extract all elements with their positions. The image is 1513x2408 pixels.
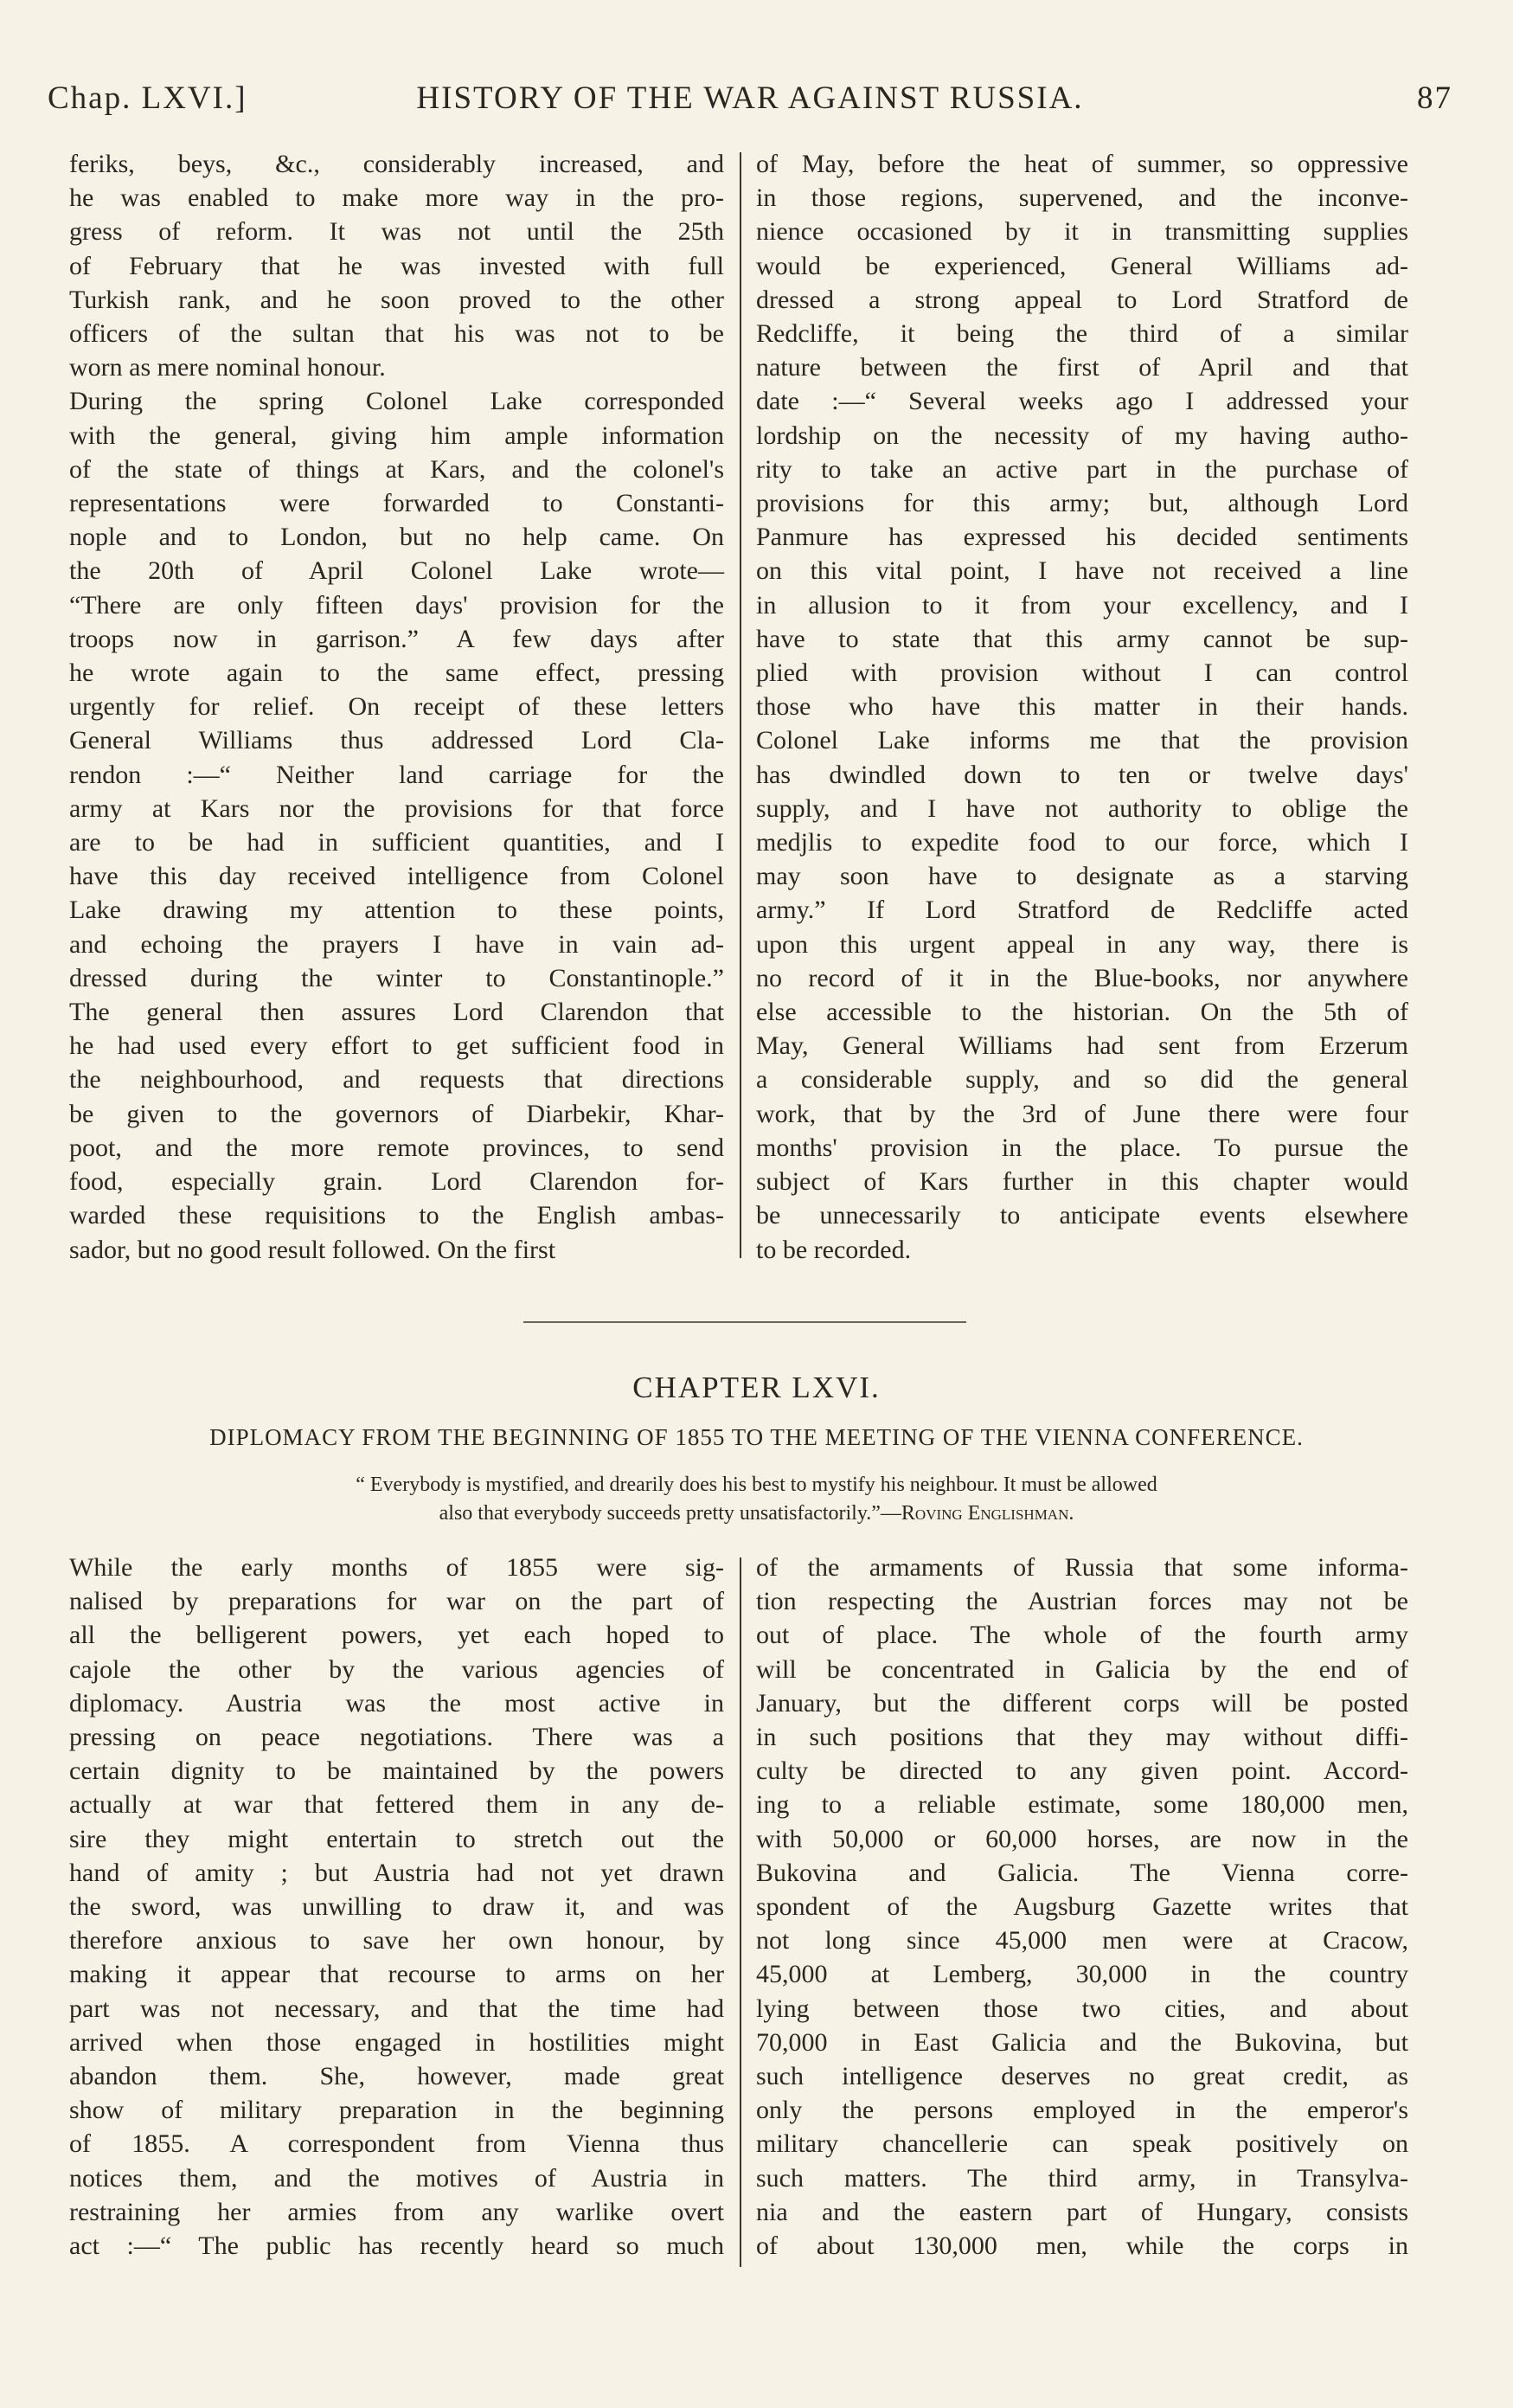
text-line: arrived when those engaged in hostilities might bbox=[69, 2027, 724, 2057]
text-line: spondent of the Augsburg Gazette writes that bbox=[756, 1892, 1408, 1922]
text-line: will be concentrated in Galicia by the end of bbox=[756, 1654, 1408, 1684]
text-line: only the persons employed in the emperor's bbox=[756, 2096, 1408, 2125]
text-line: While the early months of 1855 were sig- bbox=[69, 1553, 724, 1582]
text-line: diplomacy. Austria was the most active in bbox=[69, 1688, 724, 1718]
text-line: the 20th of April Colonel Lake wrote— bbox=[69, 556, 724, 586]
text-line: the sword, was unwilling to draw it, and was bbox=[69, 1892, 724, 1922]
text-line: work, that by the 3rd of June there were four bbox=[756, 1099, 1408, 1128]
text-line: nature between the first of April and that bbox=[756, 353, 1408, 382]
text-line: of February that he was invested with full bbox=[69, 251, 724, 280]
text-line: urgently for relief. On receipt of these letters bbox=[69, 692, 724, 722]
epigraph-source: Roving Englishman. bbox=[901, 1502, 1074, 1525]
text-line: Panmure has expressed his decided sentiments bbox=[756, 523, 1408, 552]
text-line: May, General Williams had sent from Erzerum bbox=[756, 1031, 1408, 1061]
text-line: nalised by preparations for war on the part of bbox=[69, 1587, 724, 1616]
text-line: certain dignity to be maintained by the powers bbox=[69, 1756, 724, 1786]
text-line: months' provision in the place. To pursue the bbox=[756, 1133, 1408, 1162]
upper-right-column bbox=[756, 147, 1408, 1267]
text-line: he had used every effort to get sufficient food in bbox=[69, 1031, 724, 1061]
text-line: Lake drawing my attention to these points, bbox=[69, 896, 724, 925]
text-line: be given to the governors of Diarbekir, Khar- bbox=[69, 1099, 724, 1128]
text-line: those who have this matter in their hands. bbox=[756, 692, 1408, 722]
text-line: in such positions that they may without diffi- bbox=[756, 1723, 1408, 1752]
epigraph bbox=[0, 1471, 1513, 1528]
text-line: 45,000 at Lemberg, 30,000 in the country bbox=[756, 1960, 1408, 1989]
running-header bbox=[48, 80, 1452, 121]
lower-left-column bbox=[69, 1551, 724, 2263]
text-line: warded these requisitions to the English ambas- bbox=[69, 1201, 724, 1230]
text-line: to be recorded. bbox=[756, 1235, 912, 1264]
text-line: of 1855. A correspondent from Vienna thus bbox=[69, 2129, 724, 2159]
epigraph-line: also that everybody succeeds pretty unsatisfactorily.”—Roving Englishman. bbox=[439, 1502, 1074, 1525]
text-line: gress of reform. It was not until the 25th bbox=[69, 217, 724, 247]
text-line: sire they might entertain to stretch out the bbox=[69, 1824, 724, 1853]
text-line: poot, and the more remote provinces, to send bbox=[69, 1133, 724, 1162]
text-line: with 50,000 or 60,000 horses, are now in the bbox=[756, 1824, 1408, 1853]
text-line: rendon :—“ Neither land carriage for the bbox=[69, 760, 724, 789]
text-line: act :—“ The public has recently heard so much bbox=[69, 2231, 724, 2261]
text-line: therefore anxious to save her own honour, by bbox=[69, 1926, 724, 1955]
text-line: ing to a reliable estimate, some 180,000 men, bbox=[756, 1790, 1408, 1820]
chapter-heading: CHAPTER LXVI. bbox=[632, 1371, 881, 1404]
text-line: else accessible to the historian. On the 5th of bbox=[756, 998, 1408, 1027]
text-line: worn as mere nominal honour. bbox=[69, 353, 386, 382]
text-line: lordship on the necessity of my having autho- bbox=[756, 421, 1408, 450]
upper-left-column bbox=[69, 147, 724, 1267]
text-line: abandon them. She, however, made great bbox=[69, 2062, 724, 2091]
chapter-subtitle: DIPLOMACY FROM THE BEGINNING OF 1855 TO THE MEETING OF THE VIENNA CONFERENCE. bbox=[209, 1424, 1304, 1450]
text-line: food, especially grain. Lord Clarendon for- bbox=[69, 1167, 724, 1197]
text-line: culty be directed to any given point. Accord- bbox=[756, 1756, 1408, 1786]
text-line: of the armaments of Russia that some informa- bbox=[756, 1553, 1408, 1582]
text-line: pressing on peace negotiations. There was a bbox=[69, 1723, 724, 1752]
column-divider-lower bbox=[740, 1557, 741, 2267]
text-line: of about 130,000 men, while the corps in bbox=[756, 2231, 1408, 2261]
text-line: During the spring Colonel Lake corresponded bbox=[69, 387, 724, 416]
text-line: provisions for this army; but, although Lord bbox=[756, 489, 1408, 518]
text-line: a considerable supply, and so did the general bbox=[756, 1065, 1408, 1095]
text-line: have this day received intelligence from Colonel bbox=[69, 862, 724, 891]
text-line: date :—“ Several weeks ago I addressed your bbox=[756, 387, 1408, 416]
text-line: officers of the sultan that his was not to be bbox=[69, 319, 724, 349]
text-line: 70,000 in East Galicia and the Bukovina, but bbox=[756, 2027, 1408, 2057]
text-line: making it appear that recourse to arms on her bbox=[69, 1960, 724, 1989]
text-line: not long since 45,000 men were at Cracow, bbox=[756, 1926, 1408, 1955]
text-line: show of military preparation in the beginning bbox=[69, 2096, 724, 2125]
text-line: notices them, and the motives of Austria in bbox=[69, 2163, 724, 2193]
running-title: HISTORY OF THE WAR AGAINST RUSSIA. bbox=[416, 80, 1084, 116]
text-line: all the belligerent powers, yet each hoped to bbox=[69, 1621, 724, 1650]
text-line: he wrote again to the same effect, pressing bbox=[69, 658, 724, 688]
text-line: representations were forwarded to Constanti- bbox=[69, 489, 724, 518]
text-line: he was enabled to make more way in the pro- bbox=[69, 183, 724, 213]
text-line: out of place. The whole of the fourth army bbox=[756, 1621, 1408, 1650]
text-line: may soon have to designate as a starving bbox=[756, 862, 1408, 891]
text-line: nia and the eastern part of Hungary, consists bbox=[756, 2197, 1408, 2226]
text-line: plied with provision without I can control bbox=[756, 658, 1408, 688]
text-line: no record of it in the Blue-books, nor anywhere bbox=[756, 963, 1408, 992]
epigraph-line: “ Everybody is mystified, and drearily does his best to mystify his neighbour. It must be allowed bbox=[356, 1474, 1157, 1496]
text-line: and echoing the prayers I have in vain ad- bbox=[69, 929, 724, 959]
text-line: with the general, giving him ample information bbox=[69, 421, 724, 450]
text-line: lying between those two cities, and about bbox=[756, 1994, 1408, 2023]
text-line: restraining her armies from any warlike overt bbox=[69, 2197, 724, 2226]
text-line: Bukovina and Galicia. The Vienna corre- bbox=[756, 1858, 1408, 1887]
text-line: in those regions, supervened, and the inconve- bbox=[756, 183, 1408, 213]
text-line: army.” If Lord Stratford de Redcliffe acted bbox=[756, 896, 1408, 925]
page-number: 87 bbox=[1417, 80, 1452, 116]
text-line: the neighbourhood, and requests that directions bbox=[69, 1065, 724, 1095]
text-line: sador, but no good result followed. On the first bbox=[69, 1235, 556, 1264]
text-line: such intelligence deserves no great credit, as bbox=[756, 2062, 1408, 2091]
lower-right-column bbox=[756, 1551, 1408, 2263]
text-line: have to state that this army cannot be sup- bbox=[756, 624, 1408, 653]
text-line: of May, before the heat of summer, so oppressive bbox=[756, 150, 1408, 178]
text-line: nience occasioned by it in transmitting supplies bbox=[756, 217, 1408, 247]
text-line: upon this urgent appeal in any way, there is bbox=[756, 929, 1408, 959]
column-divider-upper bbox=[740, 152, 741, 1258]
text-line: actually at war that fettered them in any de- bbox=[69, 1790, 724, 1820]
text-line: Redcliffe, it being the third of a similar bbox=[756, 319, 1408, 349]
text-line: on this vital point, I have not received a line bbox=[756, 556, 1408, 586]
text-line: in allusion to it from your excellency, and I bbox=[756, 590, 1408, 620]
text-line: troops now in garrison.” A few days after bbox=[69, 624, 724, 653]
text-line: January, but the different corps will be posted bbox=[756, 1688, 1408, 1718]
text-line: nople and to London, but no help came. On bbox=[69, 523, 724, 552]
text-line: such matters. The third army, in Transylva- bbox=[756, 2163, 1408, 2193]
text-line: The general then assures Lord Clarendon that bbox=[69, 998, 724, 1027]
section-ornament bbox=[523, 1317, 966, 1327]
chapter-reference: Chap. LXVI.] bbox=[48, 80, 247, 116]
text-line: part was not necessary, and that the time had bbox=[69, 1994, 724, 2023]
text-line: dressed during the winter to Constantinople.” bbox=[69, 963, 724, 992]
text-line: has dwindled down to ten or twelve days' bbox=[756, 760, 1408, 789]
text-line: medjlis to expedite food to our force, which I bbox=[756, 828, 1408, 857]
text-line: tion respecting the Austrian forces may not be bbox=[756, 1587, 1408, 1616]
text-line: dressed a strong appeal to Lord Stratford de bbox=[756, 285, 1408, 314]
text-line: Colonel Lake informs me that the provision bbox=[756, 726, 1408, 755]
text-line: army at Kars nor the provisions for that force bbox=[69, 793, 724, 823]
text-line: would be experienced, General Williams ad- bbox=[756, 251, 1408, 280]
text-line: Turkish rank, and he soon proved to the other bbox=[69, 285, 724, 314]
text-line: General Williams thus addressed Lord Cla- bbox=[69, 726, 724, 755]
text-line: are to be had in sufficient quantities, and I bbox=[69, 828, 724, 857]
text-line: subject of Kars further in this chapter would bbox=[756, 1167, 1408, 1197]
text-line: military chancellerie can speak positively on bbox=[756, 2129, 1408, 2159]
text-line: supply, and I have not authority to oblige the bbox=[756, 793, 1408, 823]
text-line: be unnecessarily to anticipate events elsewhere bbox=[756, 1201, 1408, 1230]
text-line: hand of amity ; but Austria had not yet drawn bbox=[69, 1858, 724, 1887]
text-line: rity to take an active part in the purchase of bbox=[756, 454, 1408, 484]
text-line: feriks, beys, &c., considerably increased, and bbox=[69, 150, 724, 178]
text-line: of the state of things at Kars, and the colonel's bbox=[69, 454, 724, 484]
text-line: cajole the other by the various agencies of bbox=[69, 1654, 724, 1684]
text-line: “There are only fifteen days' provision for the bbox=[69, 590, 724, 620]
